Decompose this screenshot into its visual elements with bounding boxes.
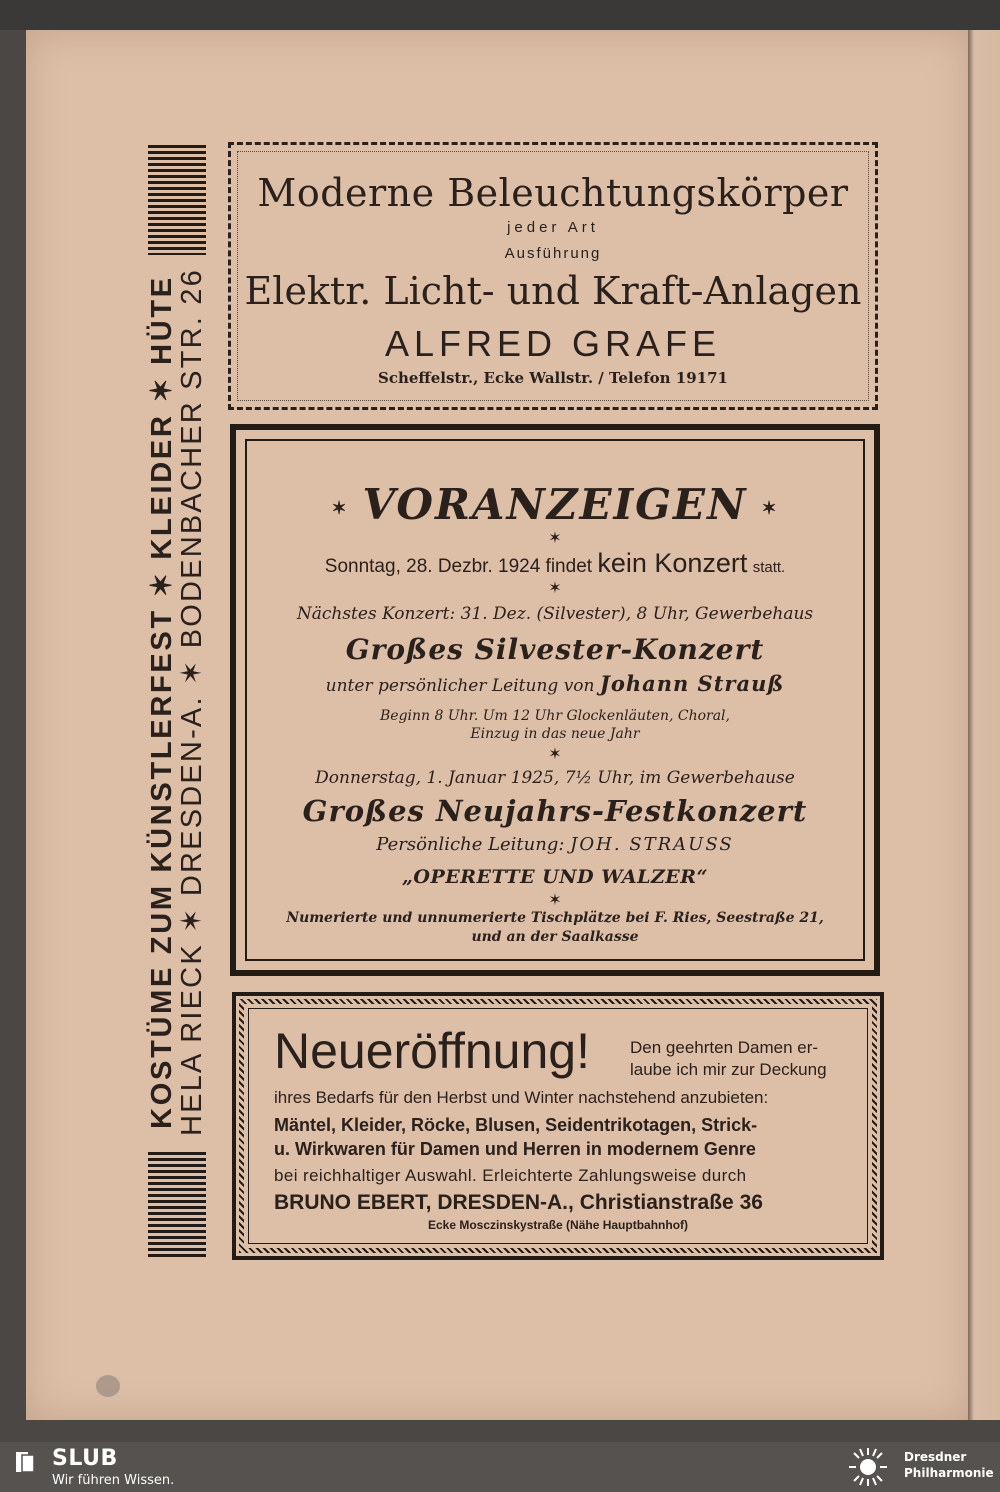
opening-line-e: u. Wirkwaren für Damen und Herren in modernem Genre (274, 1139, 756, 1159)
sunday-notice (236, 548, 874, 579)
silvester-leitung (236, 671, 874, 696)
silvester-title: Großes Silvester-Konzert (345, 633, 765, 666)
opening-location: Ecke Mosczinskystraße (Nähe Hauptbahnhof) (427, 1218, 689, 1232)
tickets-line-2: und an der Saalkasse (471, 929, 639, 945)
silvester-begin-1: Beginn 8 Uhr. Um 12 Uhr Glockenläuten, Choral, (380, 708, 730, 724)
newyear-title: Großes Neujahrs-Festkonzert (302, 794, 808, 828)
lighting-headline2: Elektr. Licht- und Kraft-Anlagen (244, 269, 862, 313)
lighting-advertisement (228, 142, 878, 410)
partner-name-line2[interactable]: Philharmonie (904, 1466, 994, 1480)
newyear-program: „OPERETTE UND WALZER“ (401, 866, 709, 888)
silvester-begin-2: Einzug in das neue Jahr (470, 726, 640, 742)
star-icon: ✶ (331, 497, 349, 519)
lighting-company: ALFRED GRAFE (384, 323, 722, 364)
paper-stain (96, 1375, 120, 1397)
side-text-costumes: KOSTÜME ZUM KÜNSTLERFEST ✶ KLEIDER ✶ HÜTE (146, 275, 178, 1129)
star-icon: ✶ (548, 890, 562, 909)
opening-line-f: bei reichhaltiger Auswahl. Erleichterte Zahlungsweise durch (274, 1166, 747, 1185)
opening-advertisement (232, 992, 884, 1260)
side-stripes-top (148, 145, 206, 255)
personal-name: JOH. STRAUSS (570, 834, 734, 855)
announcements-title-row (236, 480, 874, 529)
side-text-address: HELA RIECK ✶ DRESDEN-A. ✶ BODENBACHER STR. 26 (176, 268, 208, 1136)
lighting-address: Scheffelstr., Ecke Wallstr. / Telefon 19171 (378, 369, 728, 387)
leitung-pre: unter persönlicher Leitung von (325, 676, 595, 696)
announcements-title: VORANZEIGEN (362, 480, 748, 529)
opening-line-c: ihres Bedarfs für den Herbst und Winter nachstehend anzubieten: (274, 1088, 769, 1107)
sunday-post: statt. (752, 559, 786, 576)
next-concert: Nächstes Konzert: 31. Dez. (Silvester), 8 Uhr, Gewerbehaus (296, 604, 814, 624)
personal-pre: Persönliche Leitung: (376, 834, 565, 855)
opening-headline: Neueröffnung! (274, 1023, 590, 1079)
library-name[interactable]: SLUB (52, 1446, 118, 1471)
opening-line-d: Mäntel, Kleider, Röcke, Blusen, Seidentrikotagen, Strick- (274, 1115, 758, 1135)
star-icon: ✶ (548, 744, 562, 763)
adjacent-page-edge (968, 30, 1000, 1420)
library-tagline: Wir führen Wissen. (52, 1473, 175, 1488)
leitung-name: Johann Strauß (599, 671, 785, 696)
opening-company: BRUNO EBERT, DRESDEN-A., Christianstraße 36 (274, 1191, 763, 1214)
side-text-block (148, 257, 206, 1147)
philharmonie-logo-icon[interactable] (845, 1446, 891, 1488)
scan-background (0, 0, 1000, 30)
opening-line-b: laube ich mir zur Deckung (630, 1060, 827, 1079)
star-icon: ✶ (761, 497, 779, 519)
side-advertisement (148, 145, 206, 1260)
lighting-sub1: jeder Art (507, 219, 599, 236)
partner-name-line1[interactable]: Dresdner (904, 1450, 967, 1464)
star-icon: ✶ (548, 578, 562, 597)
lighting-sub2: Ausführung (504, 245, 602, 262)
sunday-pre: Sonntag, 28. Dezbr. 1924 findet (324, 556, 593, 577)
side-stripes-bottom (148, 1152, 206, 1260)
newyear-date: Donnerstag, 1. Januar 1925, 7½ Uhr, im Gewerbehause (315, 768, 795, 788)
newyear-leitung (236, 834, 874, 855)
opening-line-a: Den geehrten Damen er- (630, 1038, 819, 1057)
slub-logo-icon[interactable] (14, 1450, 36, 1474)
viewer-footer (0, 1442, 1000, 1492)
tickets-line-1: Numerierte und unnumerierte Tischplätze bei F. Ries, Seestraße 21, (286, 910, 824, 926)
sunday-no-concert: kein Konzert (597, 548, 748, 578)
lighting-headline: Moderne Beleuchtungskörper (257, 171, 849, 215)
announcements-box (230, 424, 880, 976)
star-icon: ✶ (548, 528, 562, 547)
